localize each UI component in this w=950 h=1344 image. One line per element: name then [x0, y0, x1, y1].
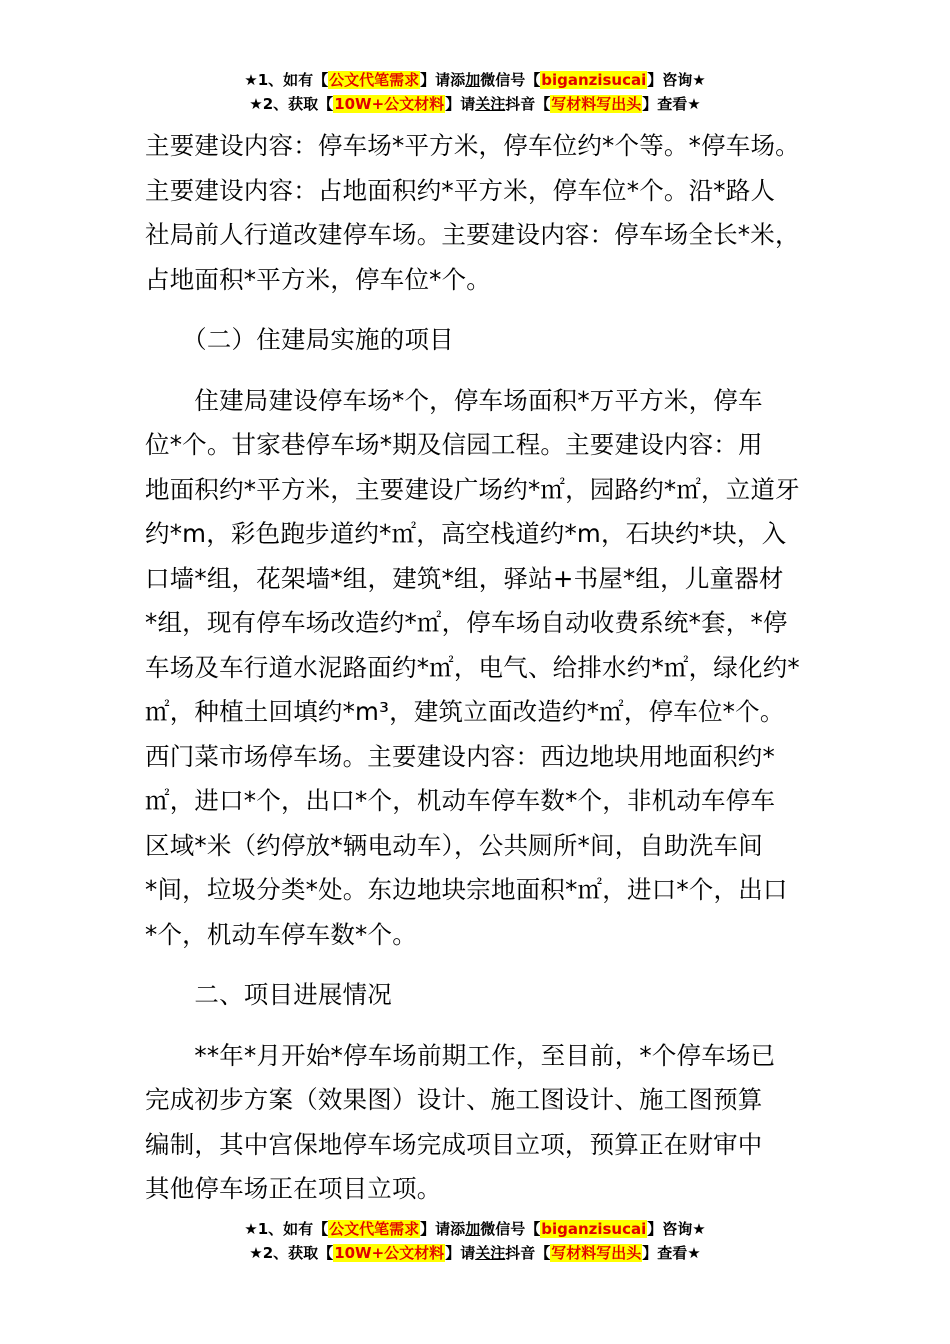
- section-heading: （二）住建局实施的项目: [145, 325, 454, 354]
- promo-line-1: [0, 1217, 950, 1241]
- body-line: 编制，其中宫保地停车场完成项目立项，预算正在财审中: [145, 1129, 763, 1159]
- promo-text: 微信号【: [480, 1220, 541, 1238]
- paragraph-gap: [145, 1018, 840, 1034]
- promo-highlight: 10W+公文材料: [334, 95, 445, 113]
- promo-text: 微信号【: [480, 71, 541, 89]
- promo-highlight: 公文代笔需求: [329, 71, 420, 89]
- body-line: 地面积约*平方米，主要建设广场约*㎡，园路约*㎡，立道牙: [145, 474, 800, 504]
- body-line: **年*月开始*停车场前期工作，至目前，*个停车场已: [145, 1040, 776, 1070]
- promo-underline: 关注: [475, 1244, 506, 1262]
- body-line: 主要建设内容：占地面积约*平方米，停车位*个。沿*路人: [145, 175, 776, 205]
- promo-underline: 加: [465, 71, 481, 89]
- body-line: 其他停车场正在项目立项。: [145, 1174, 442, 1203]
- body-line: 口墙*组，花架墙*组，建筑*组，驿站+书屋*组，儿童器材: [145, 563, 784, 593]
- promo-highlight: 10W+公文材料: [334, 1244, 445, 1262]
- body-line: 社局前人行道改建停车场。主要建设内容：停车场全长*米，: [145, 220, 800, 249]
- document-body: [145, 124, 840, 1212]
- promo-text: ★2、获取【: [249, 1244, 334, 1262]
- body-line: ㎡，进口*个，出口*个，机动车停车数*个，非机动车停车: [145, 786, 776, 815]
- section-heading: 二、项目进展情况: [145, 980, 392, 1009]
- promo-text: 】咨询★: [647, 1220, 706, 1238]
- body-line: 区域*米（约停放*辆电动车），公共厕所*间，自助洗车间: [145, 830, 763, 860]
- body-line: 完成初步方案（效果图）设计、施工图设计、施工图预算: [145, 1085, 763, 1114]
- promo-underline: 加: [465, 1220, 481, 1238]
- promo-wechat-id: biganzisucai: [541, 71, 647, 89]
- promo-text: 】请添: [420, 71, 466, 89]
- body-line: 主要建设内容：停车场*平方米，停车位约*个等。*停车场。: [145, 131, 800, 160]
- promo-banner-bottom: [0, 1217, 950, 1265]
- paragraph-gap: [145, 363, 840, 379]
- body-line: 住建局建设停车场*个，停车场面积*万平方米，停车: [145, 385, 763, 415]
- promo-line-2: [0, 1241, 950, 1265]
- body-line: 约*m，彩色跑步道约*㎡，高空栈道约*m，石块约*块，入: [145, 519, 787, 548]
- body-line: ㎡，种植土回填约*m³，建筑立面改造约*㎡，停车位*个。: [145, 697, 785, 726]
- paragraph-gap: [145, 302, 840, 318]
- promo-text: ★2、获取【: [249, 95, 334, 113]
- body-line: 西门菜市场停车场。主要建设内容：西边地块用地面积约*: [145, 741, 775, 771]
- promo-underline: 关注: [475, 95, 506, 113]
- body-line: 车场及车行道水泥路面约*㎡，电气、给排水约*㎡，绿化约*: [145, 652, 800, 682]
- promo-text: ★1、如有【: [244, 71, 329, 89]
- promo-text: 】请添: [420, 1220, 466, 1238]
- promo-text: 抖音【: [505, 1244, 551, 1262]
- promo-text: 】请: [445, 1244, 476, 1262]
- promo-text: 】查看★: [642, 1244, 701, 1262]
- promo-wechat-id: biganzisucai: [541, 1220, 647, 1238]
- promo-text: ★1、如有【: [244, 1220, 329, 1238]
- promo-highlight: 公文代笔需求: [329, 1220, 420, 1238]
- promo-text: 】咨询★: [647, 71, 706, 89]
- promo-text: 】请: [445, 95, 476, 113]
- paragraph-gap: [145, 957, 840, 973]
- body-line: 占地面积*平方米，停车位*个。: [145, 264, 491, 294]
- body-line: *组，现有停车场改造约*㎡，停车场自动收费系统*套，*停: [145, 608, 788, 637]
- promo-douyin-id: 写材料写出头: [551, 95, 642, 113]
- promo-text: 抖音【: [505, 95, 551, 113]
- promo-banner-top: [0, 68, 950, 116]
- body-line: *间，垃圾分类*处。东边地块宗地面积*㎡，进口*个，出口: [145, 875, 788, 904]
- promo-line-1: [0, 68, 950, 92]
- promo-line-2: [0, 92, 950, 116]
- body-line: 位*个。甘家巷停车场*期及信园工程。主要建设内容：用: [145, 430, 763, 459]
- body-line: *个，机动车停车数*个。: [145, 919, 417, 949]
- promo-text: 】查看★: [642, 95, 701, 113]
- promo-douyin-id: 写材料写出头: [551, 1244, 642, 1262]
